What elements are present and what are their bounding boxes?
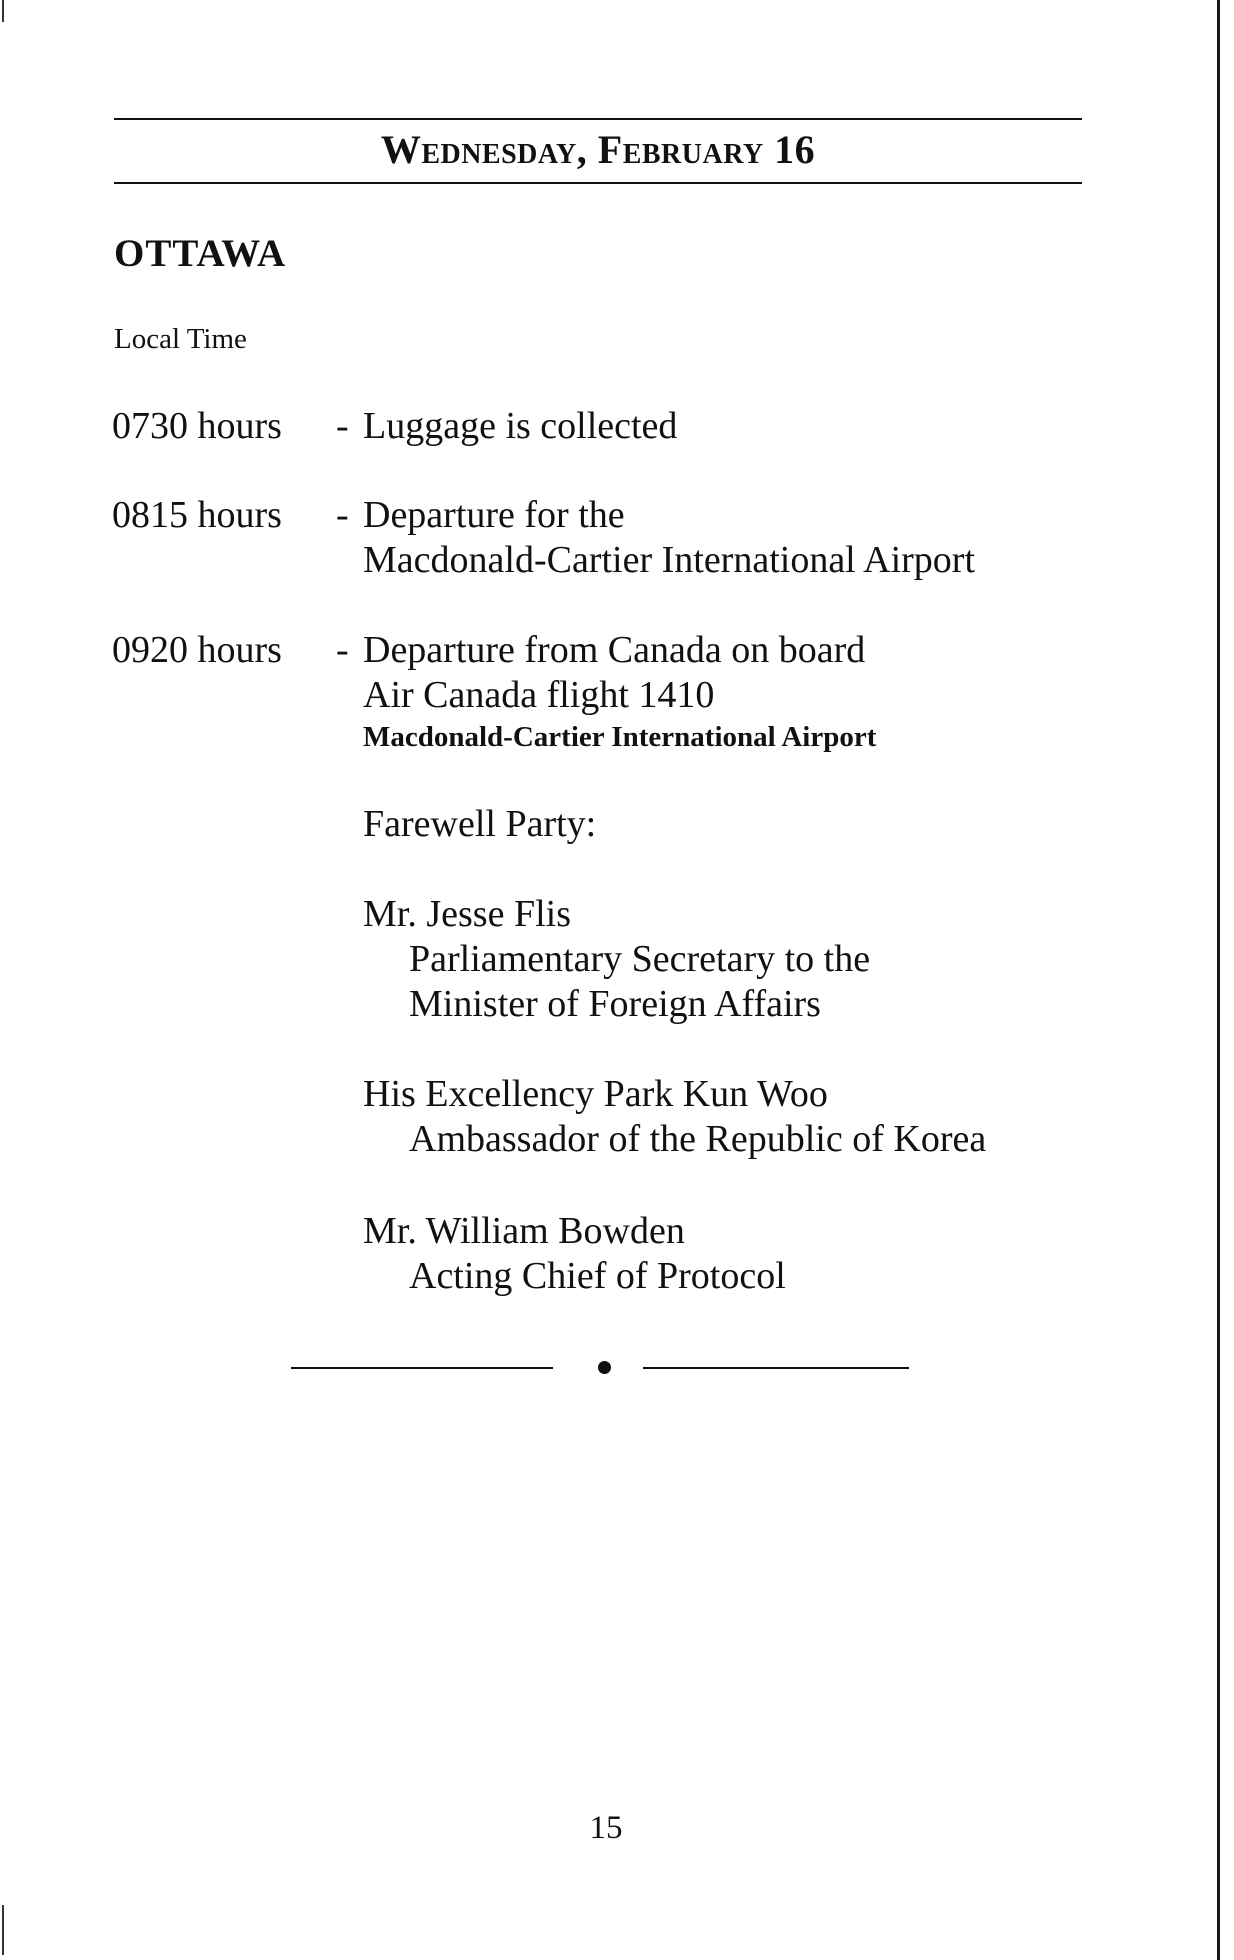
header-rule-top	[114, 118, 1082, 120]
schedule-line: Luggage is collected	[363, 405, 678, 447]
schedule-location: Macdonald-Cartier International Airport	[363, 721, 877, 753]
page-edge-shadow	[1217, 0, 1220, 1960]
section-divider-right	[643, 1367, 909, 1369]
page-title: Wednesday, February 16	[380, 127, 816, 172]
scan-mark	[2, 1905, 4, 1955]
schedule-line: Air Canada flight 1410	[363, 674, 715, 716]
page-number: 15	[589, 1810, 623, 1846]
schedule-description	[363, 493, 975, 583]
city-heading: OTTAWA	[114, 232, 287, 275]
schedule-description	[363, 404, 677, 449]
farewell-member	[363, 1209, 786, 1299]
schedule-dash: -	[336, 629, 349, 671]
schedule-description	[363, 628, 876, 756]
scan-mark	[2, 0, 4, 22]
schedule-time: 0730 hours	[112, 405, 282, 447]
schedule-dash: -	[336, 405, 349, 447]
member-title: Ambassador of the Republic of Korea	[409, 1118, 987, 1160]
member-name: His Excellency Park Kun Woo	[363, 1073, 828, 1115]
farewell-member	[363, 892, 870, 1027]
schedule-line: Macdonald-Cartier International Airport	[363, 539, 976, 581]
schedule-line: Departure from Canada on board	[363, 629, 866, 671]
schedule-time: 0815 hours	[112, 494, 282, 536]
member-title: Minister of Foreign Affairs	[409, 983, 821, 1025]
schedule-time: 0920 hours	[112, 629, 282, 671]
member-name: Mr. William Bowden	[363, 1210, 685, 1252]
farewell-party-heading: Farewell Party:	[363, 803, 597, 845]
section-divider-bullet	[598, 1361, 611, 1374]
local-time-label: Local Time	[114, 323, 247, 355]
schedule-dash: -	[336, 494, 349, 536]
header-rule-bottom	[114, 182, 1082, 184]
member-title: Acting Chief of Protocol	[409, 1255, 786, 1297]
schedule-line: Departure for the	[363, 494, 625, 536]
member-name: Mr. Jesse Flis	[363, 893, 571, 935]
member-title: Parliamentary Secretary to the	[409, 938, 871, 980]
farewell-member	[363, 1072, 986, 1162]
section-divider-left	[291, 1367, 553, 1369]
